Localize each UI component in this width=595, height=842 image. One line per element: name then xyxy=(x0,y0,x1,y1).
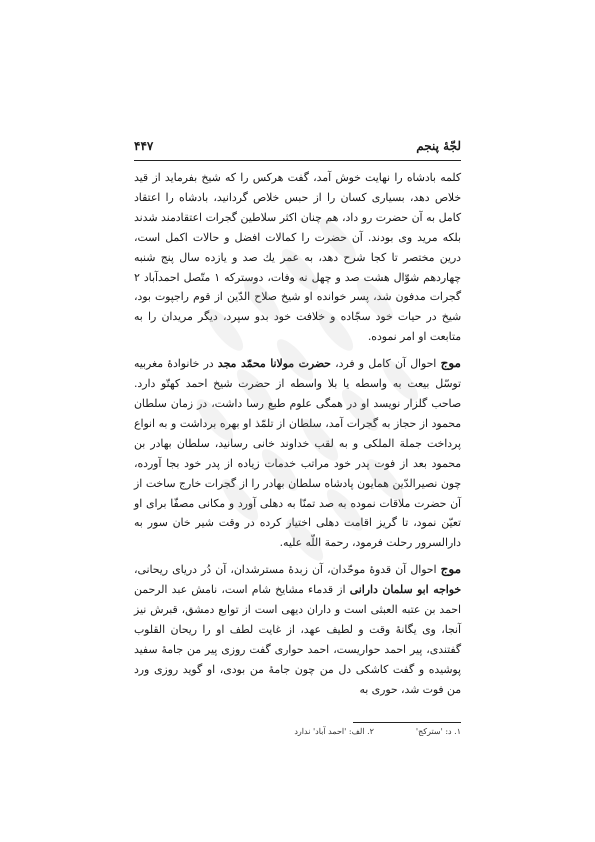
section-label-mowj: موج xyxy=(440,356,461,371)
paragraph-2 xyxy=(134,354,461,553)
paragraph-3-text: از قدماء مشایخ شام است، نامش عبد الرحمن احمد بن عتبه العبثی است و داران دیهی است از توابع دمشق، قبرش نیز آنجا، وی یگانهٔ وقت و لطیف عهد، از غایت لطف او را ریحان القلوب گفتندی، پیر احمد حواریست، احمد حواری گفت روزی پیر من جامهٔ سفید پوشیده و گفت کاشکی دل من چون جامهٔ من بودی، او گوید روزی ورد من فوت شد، حوری به xyxy=(134,583,461,696)
person-name-mohammad-majd: حضرت مولانا محمّد مجد xyxy=(217,357,331,371)
footnote-2: ۲. الف: 'احمد آباد' ندارد xyxy=(294,727,374,736)
footnote-rule xyxy=(353,722,461,723)
header-rule xyxy=(134,160,461,161)
person-name-abu-salman-darani: خواجه ابو سلمان دارانی xyxy=(349,583,461,597)
body-text xyxy=(134,168,461,700)
paragraph-3 xyxy=(134,560,461,699)
page-number: ۴۴۷ xyxy=(134,139,154,153)
running-header xyxy=(134,136,461,156)
footnote-1: ۱. د: 'سترکج' xyxy=(415,727,461,736)
section-label-mowj: موج xyxy=(440,562,461,577)
paragraph-3-intro: احوال آن قدوهٔ موحّدان، آن زبدهٔ مسترشدان، آن دُر دریای ریحانی، xyxy=(134,563,441,577)
chapter-title: لجّهٔ پنجم xyxy=(416,139,461,153)
footnotes xyxy=(134,727,461,736)
paragraph-2-intro: احوال آن کامل و فرد، xyxy=(330,357,441,371)
paragraph-2-text: در خانوادهٔ مغربیه توسّل بیعت به واسطه یا بلا واسطه از حضرت شیخ احمد کهتّو دارد. صاحب گلزار نویسد او در همگی علوم طبع رسا داشت، در زمان سلطان محمود از حجاز به گجرات آمد، سلطان از تلمّذ او بهره برداشت و به انواع پرداخت جملة الملکی و به لقب خداوند خانی رسانید، سلطان بهادر بن محمود بعد از فوت پدر خود مراتب خدمات زیاده از پدر خود بجا آورده، چون نصیرالدّین همایون پادشاه سلطان بهادر را از گجرات خارج ساخت از آن حضرت ملاقات نموده به صد تمنّا به دهلی آورد و مکانی مصفّا برای او تعیّن نمود، تا گریز اقامت دهلی اختیار کرده در وقت شیر خان سور به دارالسرور رحلت فرمود، رحمة اللّه علیه. xyxy=(134,357,461,550)
paragraph-1: کلمه بادشاه را نهایت خوش آمد، گفت هرکس را که شیخ بفرماید از قید خلاص دهد، بسیاری کسان را از حبس خلاص گردانید، بادشاه را اعتقاد کامل به آن حضرت رو داد، هم چنان اکثر سلاطین گجرات اعتقادمند شدند بلکه مرید وی بودند. آن حضرت را کمالات افضل و حالات اکمل است، درین مختصر تا کجا شرح دهد، به عمر یك صد و یازده سال پنج شنبه چهاردهم شوّال هشت صد و چهل نه وفات، دوسترکه ۱ متّصل احمدآباد ۲ گجرات مدفون شد، پسر خوانده او شیخ صلاح الدّین از قوم راجپوت بود، شیخ در حیات خود سجّاده و خلافت خود بدو سپرد، دیگر مریدان را به متابعت او امر نموده. xyxy=(134,171,461,344)
